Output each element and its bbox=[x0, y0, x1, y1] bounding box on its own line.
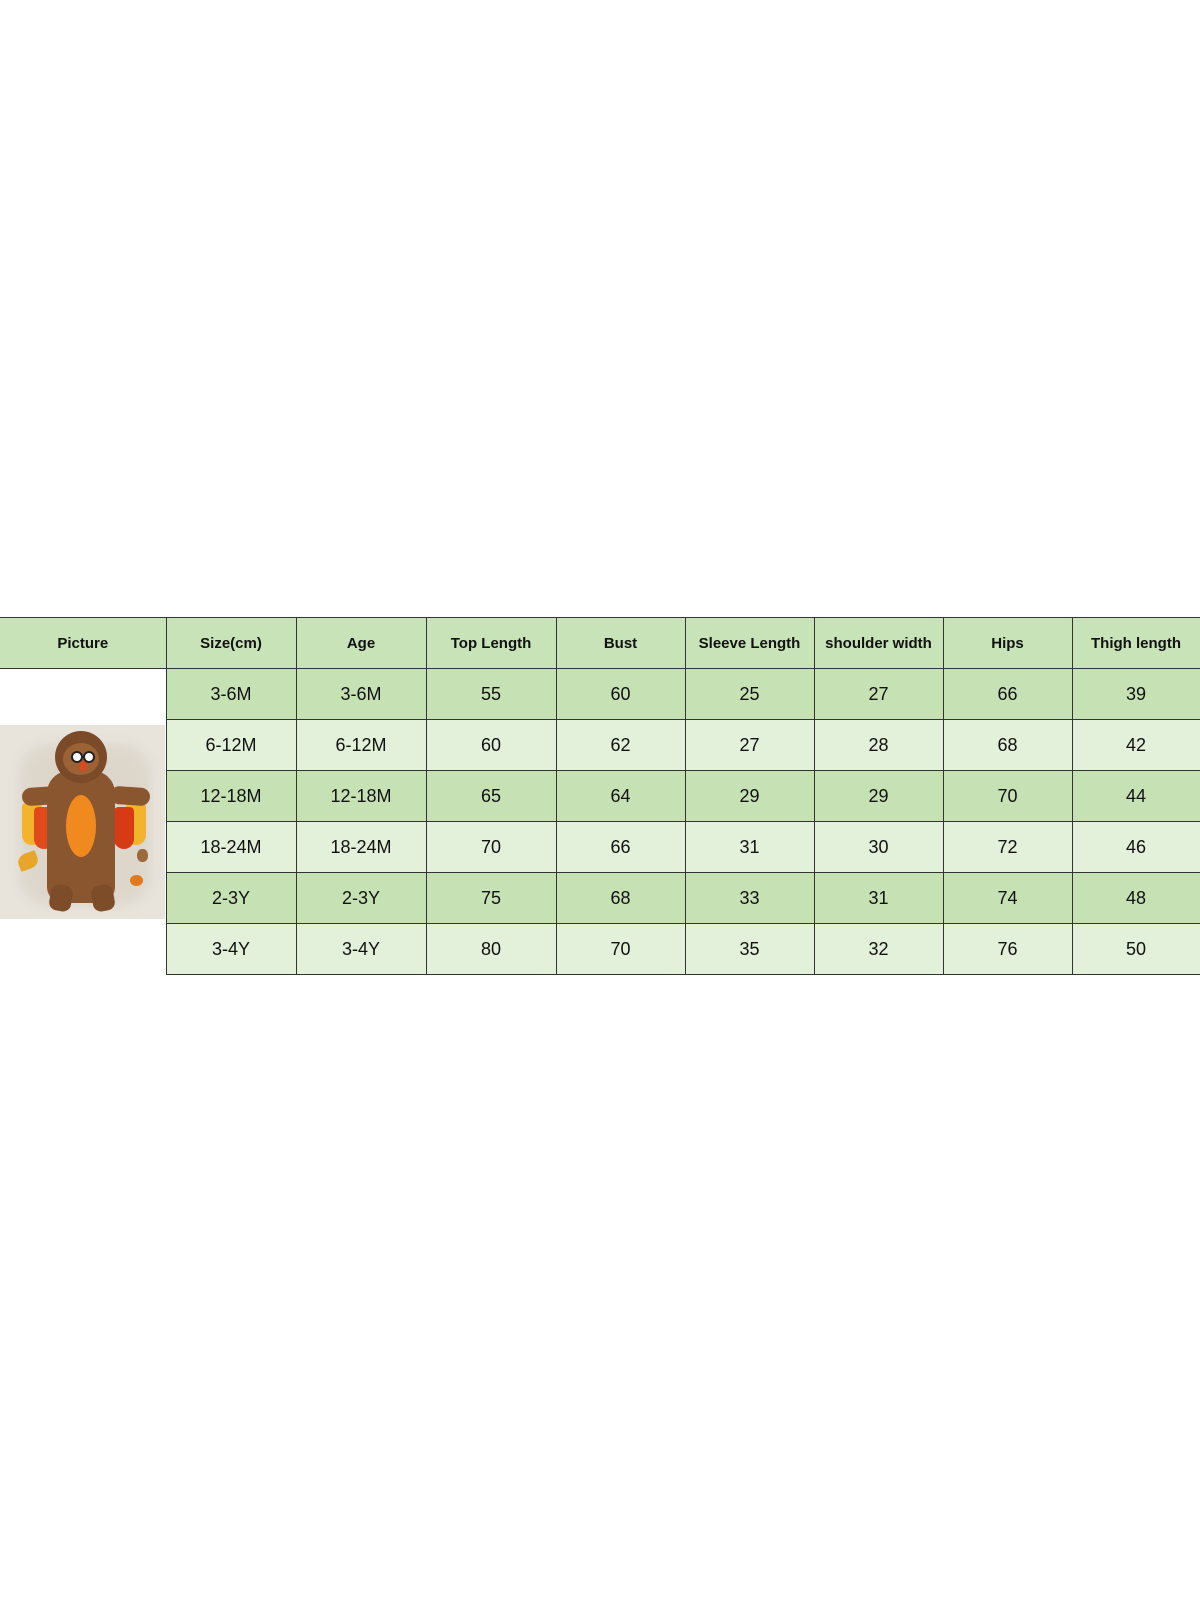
cell-age: 6-12M bbox=[296, 720, 426, 771]
cell-shoulder-width: 32 bbox=[814, 924, 943, 975]
header-top-length: Top Length bbox=[426, 618, 556, 669]
cell-sleeve-length: 27 bbox=[685, 720, 814, 771]
table-row bbox=[0, 822, 1200, 873]
cell-age: 18-24M bbox=[296, 822, 426, 873]
cell-size: 3-6M bbox=[166, 669, 296, 720]
cell-hips: 68 bbox=[943, 720, 1072, 771]
cell-bust: 66 bbox=[556, 822, 685, 873]
cell-shoulder-width: 27 bbox=[814, 669, 943, 720]
cell-top-length: 60 bbox=[426, 720, 556, 771]
cell-hips: 70 bbox=[943, 771, 1072, 822]
cell-hips: 74 bbox=[943, 873, 1072, 924]
cell-bust: 62 bbox=[556, 720, 685, 771]
cell-sleeve-length: 33 bbox=[685, 873, 814, 924]
left-leg bbox=[48, 883, 74, 912]
cell-hips: 72 bbox=[943, 822, 1072, 873]
cell-thigh-length: 50 bbox=[1072, 924, 1200, 975]
table-row bbox=[0, 924, 1200, 975]
cell-size: 3-4Y bbox=[166, 924, 296, 975]
table-row bbox=[0, 771, 1200, 822]
cell-top-length: 70 bbox=[426, 822, 556, 873]
header-age: Age bbox=[296, 618, 426, 669]
table-row bbox=[0, 669, 1200, 720]
header-thigh-length: Thigh length bbox=[1072, 618, 1200, 669]
header-sleeve-length: Sleeve Length bbox=[685, 618, 814, 669]
table-row bbox=[0, 720, 1200, 771]
header-row bbox=[0, 618, 1200, 669]
cell-sleeve-length: 25 bbox=[685, 669, 814, 720]
table-row bbox=[0, 873, 1200, 924]
cell-shoulder-width: 30 bbox=[814, 822, 943, 873]
header-shoulder-width: shoulder width bbox=[814, 618, 943, 669]
picture-cell bbox=[0, 669, 166, 975]
cell-thigh-length: 48 bbox=[1072, 873, 1200, 924]
cell-sleeve-length: 31 bbox=[685, 822, 814, 873]
cell-top-length: 80 bbox=[426, 924, 556, 975]
cell-age: 3-4Y bbox=[296, 924, 426, 975]
turkey-costume-romper-photo bbox=[0, 725, 165, 919]
cell-top-length: 75 bbox=[426, 873, 556, 924]
cell-shoulder-width: 28 bbox=[814, 720, 943, 771]
cell-hips: 66 bbox=[943, 669, 1072, 720]
cell-thigh-length: 46 bbox=[1072, 822, 1200, 873]
cell-shoulder-width: 29 bbox=[814, 771, 943, 822]
cell-size: 2-3Y bbox=[166, 873, 296, 924]
header-picture: Picture bbox=[0, 618, 166, 669]
header-size: Size(cm) bbox=[166, 618, 296, 669]
cell-size: 18-24M bbox=[166, 822, 296, 873]
cell-thigh-length: 44 bbox=[1072, 771, 1200, 822]
romper-belly bbox=[66, 795, 96, 857]
header-bust: Bust bbox=[556, 618, 685, 669]
cell-bust: 60 bbox=[556, 669, 685, 720]
cell-size: 12-18M bbox=[166, 771, 296, 822]
size-chart-table bbox=[0, 617, 1200, 975]
cell-shoulder-width: 31 bbox=[814, 873, 943, 924]
cell-sleeve-length: 29 bbox=[685, 771, 814, 822]
cell-top-length: 55 bbox=[426, 669, 556, 720]
cell-age: 3-6M bbox=[296, 669, 426, 720]
cell-thigh-length: 42 bbox=[1072, 720, 1200, 771]
cell-size: 6-12M bbox=[166, 720, 296, 771]
cell-age: 12-18M bbox=[296, 771, 426, 822]
cell-bust: 68 bbox=[556, 873, 685, 924]
header-hips: Hips bbox=[943, 618, 1072, 669]
cell-hips: 76 bbox=[943, 924, 1072, 975]
right-sleeve bbox=[109, 785, 150, 806]
cell-age: 2-3Y bbox=[296, 873, 426, 924]
cell-top-length: 65 bbox=[426, 771, 556, 822]
cell-sleeve-length: 35 bbox=[685, 924, 814, 975]
acorn-prop bbox=[137, 849, 148, 862]
beak bbox=[79, 761, 87, 771]
pumpkin-prop bbox=[130, 875, 143, 886]
cell-bust: 64 bbox=[556, 771, 685, 822]
cell-thigh-length: 39 bbox=[1072, 669, 1200, 720]
cell-bust: 70 bbox=[556, 924, 685, 975]
right-wing-red bbox=[114, 807, 134, 849]
